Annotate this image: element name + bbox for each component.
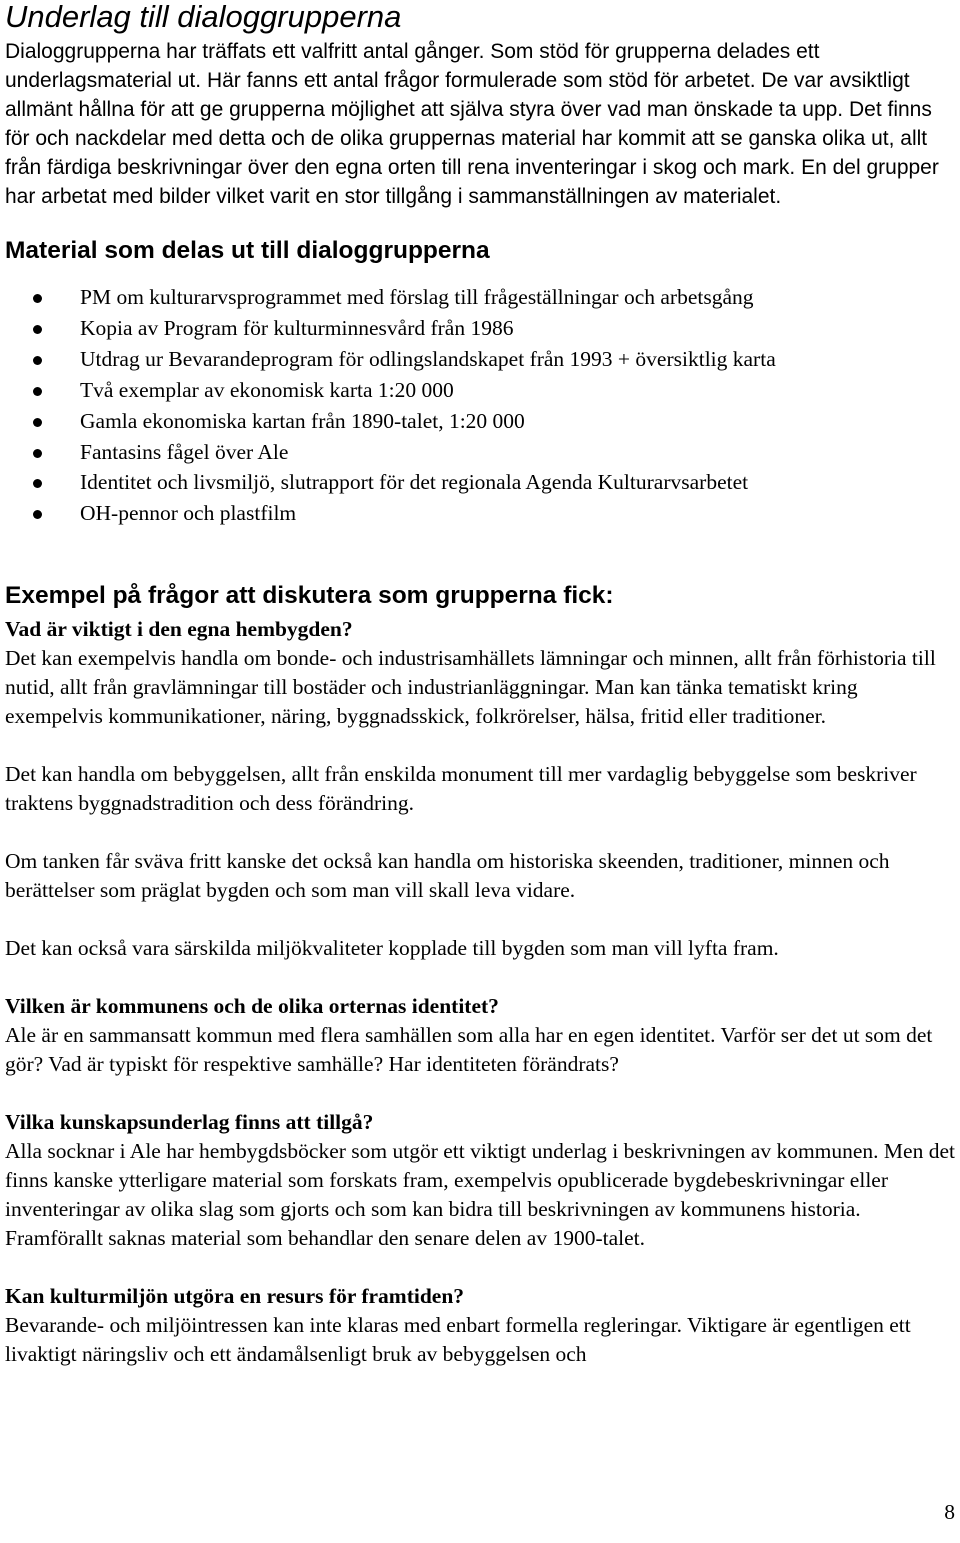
document-page xyxy=(5,0,955,1369)
bullet-icon xyxy=(33,325,42,334)
list-item: Kopia av Program för kulturminnesvård från 1986 xyxy=(5,313,955,344)
question-title: Kan kulturmiljön utgöra en resurs för framtiden? xyxy=(5,1284,465,1309)
list-item: Gamla ekonomiska kartan från 1890-talet, 1:20 000 xyxy=(5,406,955,437)
question-answer: Alla socknar i Ale har hembygdsböcker som utgör ett viktigt underlag i beskrivningen av kommunen. Men det finns kanske ytterligare material som forskats fram, exempelvis opublicerade bygdebeskrivningar eller inventeringar av olika slag som gjorts och som kan bidra till beskrivningen av kommunens historia. Framförallt saknas material som behandlar den senare delen av 1900-talet. xyxy=(5,1139,955,1251)
page-heading: Underlag till dialoggrupperna xyxy=(5,0,402,34)
materials-list xyxy=(5,282,955,529)
page-number: 8 xyxy=(944,1500,955,1524)
bullet-icon xyxy=(33,510,42,519)
list-item: Fantasins fågel över Ale xyxy=(5,437,955,468)
question-answer: Det kan också vara särskilda miljökvaliteter kopplade till bygden som man vill lyfta fram. xyxy=(5,936,779,961)
bullet-icon xyxy=(33,449,42,458)
question-answer: Om tanken får sväva fritt kanske det också kan handla om historiska skeenden, traditioner, minnen och berättelser som präglat bygden och som man vill skall leva vidare. xyxy=(5,849,890,903)
bullet-icon xyxy=(33,387,42,396)
question-answer: Bevarande- och miljöintressen kan inte klaras med enbart formella regleringar. Viktigare är egentligen ett livaktigt näringsliv och ett ändamålsenligt bruk av bebyggelsen och xyxy=(5,1313,911,1367)
question-title: Vad är viktigt i den egna hembygden? xyxy=(5,617,353,642)
bullet-icon xyxy=(33,356,42,365)
question-title: Vilken är kommunens och de olika orternas identitet? xyxy=(5,994,499,1019)
question-answer: Det kan handla om bebyggelsen, allt från enskilda monument till mer vardaglig bebyggelse som beskriver traktens byggnadstradition och dess förändring. xyxy=(5,762,917,816)
bullet-icon xyxy=(33,479,42,488)
question-answer: Ale är en sammansatt kommun med flera samhällen som alla har en egen identitet. Varför ser det ut som det gör? Vad är typiskt för respektive samhälle? Har identiteten förändrats? xyxy=(5,1023,933,1077)
list-item: Identitet och livsmiljö, slutrapport för det regionala Agenda Kulturarvsarbetet xyxy=(5,467,955,498)
intro-paragraph: Dialoggrupperna har träffats ett valfritt antal gånger. Som stöd för grupperna delades ett underlagsmaterial ut. Här fanns ett antal frågor formulerade som stöd för arbetet. De var avsiktligt allmänt hållna för att ge grupperna möjlighet att själva styra över vad man önskade ta upp. Det finns för och nackdelar med detta och de olika gruppernas material har kommit att se ganska olika ut, allt från färdiga beskrivningar över den egna orten till rena inventeringar i skog och mark. En del grupper har arbetat med bilder vilket varit en stor tillgång i sammanställningen av materialet. xyxy=(5,40,939,208)
bullet-icon xyxy=(33,418,42,427)
list-item: Två exemplar av ekonomisk karta 1:20 000 xyxy=(5,375,955,406)
questions-heading: Exempel på frågor att diskutera som grupperna fick: xyxy=(5,582,614,610)
list-item: OH-pennor och plastfilm xyxy=(5,498,955,529)
list-item: Utdrag ur Bevarandeprogram för odlingslandskapet från 1993 + översiktlig karta xyxy=(5,344,955,375)
list-item: PM om kulturarvsprogrammet med förslag till frågeställningar och arbetsgång xyxy=(5,282,955,313)
materials-heading: Material som delas ut till dialoggrupperna xyxy=(5,237,490,264)
bullet-icon xyxy=(33,294,42,303)
question-answer: Det kan exempelvis handla om bonde- och industrisamhällets lämningar och minnen, allt från förhistoria till nutid, allt från gravlämningar till bostäder och industrianläggningar. Man kan tänka tematiskt kring exempelvis kommunikationer, näring, byggnadsskick, folkrörelser, hälsa, fritid eller traditioner. xyxy=(5,646,936,729)
question-title: Vilka kunskapsunderlag finns att tillgå? xyxy=(5,1110,374,1135)
